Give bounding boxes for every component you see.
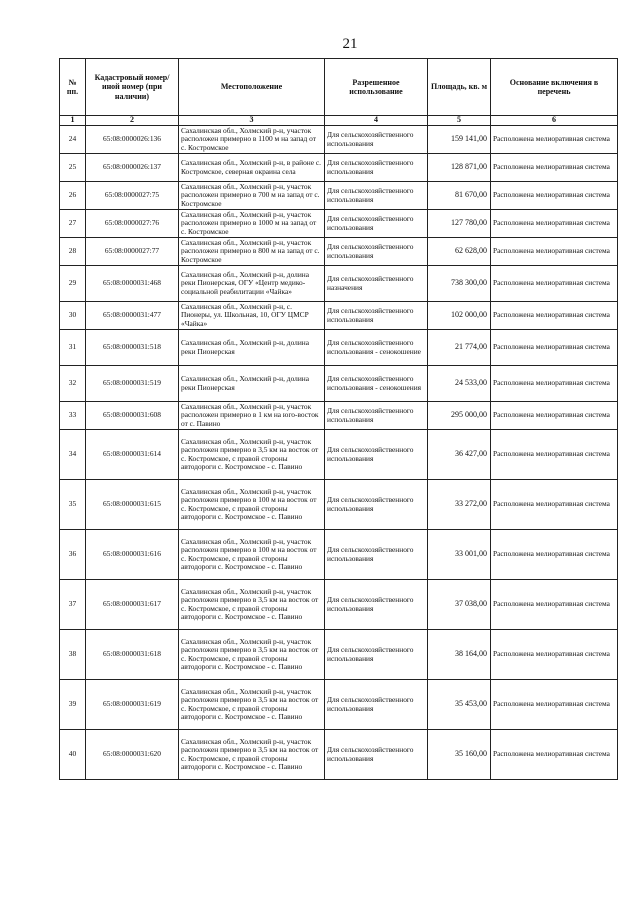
- row-number: 39: [60, 680, 86, 730]
- area-cell: 738 300,00: [428, 266, 491, 302]
- cadastral-number: 65:08:0000031:477: [86, 302, 179, 330]
- area-cell: 36 427,00: [428, 430, 491, 480]
- permitted-use-cell: Для сельскохозяйственного использования: [325, 126, 428, 154]
- row-number: 25: [60, 154, 86, 182]
- location-cell: Сахалинская обл., Холмский р-н, долина реки Пионерская: [179, 330, 325, 366]
- location-cell: Сахалинская обл., Холмский р-н, участок расположен примерно в 100 м на восток от с. Костромское, с правой стороны автодороги с. Костромское - с. Павино: [179, 480, 325, 530]
- row-number: 32: [60, 366, 86, 402]
- table-row: [60, 580, 618, 630]
- table-row: [60, 530, 618, 580]
- row-number: 36: [60, 530, 86, 580]
- row-number: 38: [60, 630, 86, 680]
- area-cell: 33 272,00: [428, 480, 491, 530]
- row-number: 26: [60, 182, 86, 210]
- row-number: 33: [60, 402, 86, 430]
- permitted-use-cell: Для сельскохозяйственного использования: [325, 302, 428, 330]
- column-number: 4: [325, 116, 428, 126]
- permitted-use-cell: Для сельскохозяйственного использования: [325, 630, 428, 680]
- row-number: 37: [60, 580, 86, 630]
- cadastral-number: 65:08:0000027:77: [86, 238, 179, 266]
- table-row: [60, 402, 618, 430]
- basis-cell: Расположена мелиоративная система: [491, 330, 618, 366]
- basis-cell: Расположена мелиоративная система: [491, 480, 618, 530]
- cadastral-number: 65:08:0000027:75: [86, 182, 179, 210]
- table-row: [60, 182, 618, 210]
- location-cell: Сахалинская обл., Холмский р-н, участок расположен примерно в 1100 м на запад от с. Костромское: [179, 126, 325, 154]
- table-row: [60, 730, 618, 780]
- permitted-use-cell: Для сельскохозяйственного использования: [325, 730, 428, 780]
- permitted-use-cell: Для сельскохозяйственного использования: [325, 402, 428, 430]
- permitted-use-cell: Для сельскохозяйственного использования: [325, 210, 428, 238]
- row-number: 29: [60, 266, 86, 302]
- cadastral-number: 65:08:0000031:618: [86, 630, 179, 680]
- page-number: 21: [342, 36, 358, 52]
- cadastral-number: 65:08:0000031:616: [86, 530, 179, 580]
- cadastral-number: 65:08:0000031:519: [86, 366, 179, 402]
- header-basis: Основание включения в перечень: [491, 59, 618, 116]
- cadastral-number: 65:08:0000031:617: [86, 580, 179, 630]
- location-cell: Сахалинская обл., Холмский р-н, с. Пионеры, ул. Школьная, 10, ОГУ ЦМСР «Чайка»: [179, 302, 325, 330]
- cadastral-number: 65:08:0000031:518: [86, 330, 179, 366]
- cadastral-number: 65:08:0000031:468: [86, 266, 179, 302]
- location-cell: Сахалинская обл., Холмский р-н, долина реки Пионерская, ОГУ «Центр медико-социальной реабилитации «Чайка»: [179, 266, 325, 302]
- area-cell: 81 670,00: [428, 182, 491, 210]
- area-cell: 24 533,00: [428, 366, 491, 402]
- location-cell: Сахалинская обл., Холмский р-н, участок расположен примерно в 3,5 км на восток от с. Костромское, с правой стороны автодороги с. Костромское - с. Павино: [179, 430, 325, 480]
- cadastral-number: 65:08:0000031:615: [86, 480, 179, 530]
- location-cell: Сахалинская обл., Холмский р-н, участок расположен примерно в 1 км на юго-восток от с. Павино: [179, 402, 325, 430]
- table-row: [60, 154, 618, 182]
- row-number: 30: [60, 302, 86, 330]
- location-cell: Сахалинская обл., Холмский р-н, участок расположен примерно в 3,5 км на восток от с. Костромское, с правой стороны автодороги с. Костромское - с. Павино: [179, 580, 325, 630]
- location-cell: Сахалинская обл., Холмский р-н, участок расположен примерно в 1000 м на запад от с. Костромское: [179, 210, 325, 238]
- table-row: [60, 210, 618, 238]
- cadastral-number: 65:08:0000031:620: [86, 730, 179, 780]
- area-cell: 35 160,00: [428, 730, 491, 780]
- permitted-use-cell: Для сельскохозяйственного использования: [325, 580, 428, 630]
- area-cell: 21 774,00: [428, 330, 491, 366]
- table-row: [60, 302, 618, 330]
- table-row: [60, 126, 618, 154]
- area-cell: 38 164,00: [428, 630, 491, 680]
- basis-cell: Расположена мелиоративная система: [491, 630, 618, 680]
- header-use: Разрешенное использование: [325, 59, 428, 116]
- basis-cell: Расположена мелиоративная система: [491, 530, 618, 580]
- table-row: [60, 680, 618, 730]
- column-number: 6: [491, 116, 618, 126]
- row-number: 28: [60, 238, 86, 266]
- permitted-use-cell: Для сельскохозяйственного использования: [325, 182, 428, 210]
- cadastral-number: 65:08:0000031:619: [86, 680, 179, 730]
- header-area: Площадь, кв. м: [428, 59, 491, 116]
- header-no: № пп.: [60, 59, 86, 116]
- table-body: [60, 126, 618, 780]
- location-cell: Сахалинская обл., Холмский р-н, участок расположен примерно в 3,5 км на восток от с. Костромское, с правой стороны автодороги с. Костромское - с. Павино: [179, 730, 325, 780]
- location-cell: Сахалинская обл., Холмский р-н, участок расположен примерно в 3,5 км на восток от с. Костромское, с правой стороны автодороги с. Костромское - с. Павино: [179, 680, 325, 730]
- area-cell: 35 453,00: [428, 680, 491, 730]
- table-row: [60, 238, 618, 266]
- area-cell: 33 001,00: [428, 530, 491, 580]
- table-row: [60, 330, 618, 366]
- basis-cell: Расположена мелиоративная система: [491, 126, 618, 154]
- permitted-use-cell: Для сельскохозяйственного использования: [325, 154, 428, 182]
- column-number: 2: [86, 116, 179, 126]
- land-plots-table: [59, 58, 618, 780]
- area-cell: 102 000,00: [428, 302, 491, 330]
- cadastral-number: 65:08:0000026:136: [86, 126, 179, 154]
- permitted-use-cell: Для сельскохозяйственного использования: [325, 680, 428, 730]
- cadastral-number: 65:08:0000031:608: [86, 402, 179, 430]
- area-cell: 127 780,00: [428, 210, 491, 238]
- location-cell: Сахалинская обл., Холмский р-н, участок расположен примерно в 100 м на восток от с. Костромское, с правой стороны автодороги с. Костромское - с. Павино: [179, 530, 325, 580]
- basis-cell: Расположена мелиоративная система: [491, 266, 618, 302]
- column-number: 3: [179, 116, 325, 126]
- area-cell: 37 038,00: [428, 580, 491, 630]
- permitted-use-cell: Для сельскохозяйственного использования - сенокошения: [325, 366, 428, 402]
- table-row: [60, 480, 618, 530]
- area-cell: 295 000,00: [428, 402, 491, 430]
- cadastral-number: 65:08:0000026:137: [86, 154, 179, 182]
- permitted-use-cell: Для сельскохозяйственного использования: [325, 480, 428, 530]
- table-row: [60, 266, 618, 302]
- permitted-use-cell: Для сельскохозяйственного назначения: [325, 266, 428, 302]
- column-number-row: [60, 116, 618, 126]
- location-cell: Сахалинская обл., Холмский р-н, участок расположен примерно в 3,5 км на восток от с. Костромское, с правой стороны автодороги с. Костромское - с. Павино: [179, 630, 325, 680]
- basis-cell: Расположена мелиоративная система: [491, 182, 618, 210]
- location-cell: Сахалинская обл., Холмский р-н, участок расположен примерно в 700 м на запад от с. Костромское: [179, 182, 325, 210]
- basis-cell: Расположена мелиоративная система: [491, 366, 618, 402]
- permitted-use-cell: Для сельскохозяйственного использования: [325, 530, 428, 580]
- column-number: 1: [60, 116, 86, 126]
- permitted-use-cell: Для сельскохозяйственного использования: [325, 430, 428, 480]
- location-cell: Сахалинская обл., Холмский р-н, участок расположен примерно в 800 м на запад от с. Костромское: [179, 238, 325, 266]
- table-row: [60, 430, 618, 480]
- location-cell: Сахалинская обл., Холмский р-н, долина реки Пионерская: [179, 366, 325, 402]
- header-location: Местоположение: [179, 59, 325, 116]
- row-number: 27: [60, 210, 86, 238]
- basis-cell: Расположена мелиоративная система: [491, 238, 618, 266]
- row-number: 24: [60, 126, 86, 154]
- header-cadastral: Кадастровый номер/иной номер (при наличии): [86, 59, 179, 116]
- basis-cell: Расположена мелиоративная система: [491, 430, 618, 480]
- basis-cell: Расположена мелиоративная система: [491, 580, 618, 630]
- cadastral-number: 65:08:0000027:76: [86, 210, 179, 238]
- location-cell: Сахалинская обл., Холмский р-н, в районе с. Костромское, северная окраина села: [179, 154, 325, 182]
- permitted-use-cell: Для сельскохозяйственного использования - сенокошение: [325, 330, 428, 366]
- table-row: [60, 630, 618, 680]
- area-cell: 128 871,00: [428, 154, 491, 182]
- basis-cell: Расположена мелиоративная система: [491, 680, 618, 730]
- table-header-row: [60, 59, 618, 116]
- basis-cell: Расположена мелиоративная система: [491, 210, 618, 238]
- row-number: 40: [60, 730, 86, 780]
- basis-cell: Расположена мелиоративная система: [491, 730, 618, 780]
- row-number: 35: [60, 480, 86, 530]
- basis-cell: Расположена мелиоративная система: [491, 154, 618, 182]
- area-cell: 62 628,00: [428, 238, 491, 266]
- cadastral-number: 65:08:0000031:614: [86, 430, 179, 480]
- column-number: 5: [428, 116, 491, 126]
- basis-cell: Расположена мелиоративная система: [491, 402, 618, 430]
- area-cell: 159 141,00: [428, 126, 491, 154]
- permitted-use-cell: Для сельскохозяйственного использования: [325, 238, 428, 266]
- table-row: [60, 366, 618, 402]
- basis-cell: Расположена мелиоративная система: [491, 302, 618, 330]
- row-number: 34: [60, 430, 86, 480]
- row-number: 31: [60, 330, 86, 366]
